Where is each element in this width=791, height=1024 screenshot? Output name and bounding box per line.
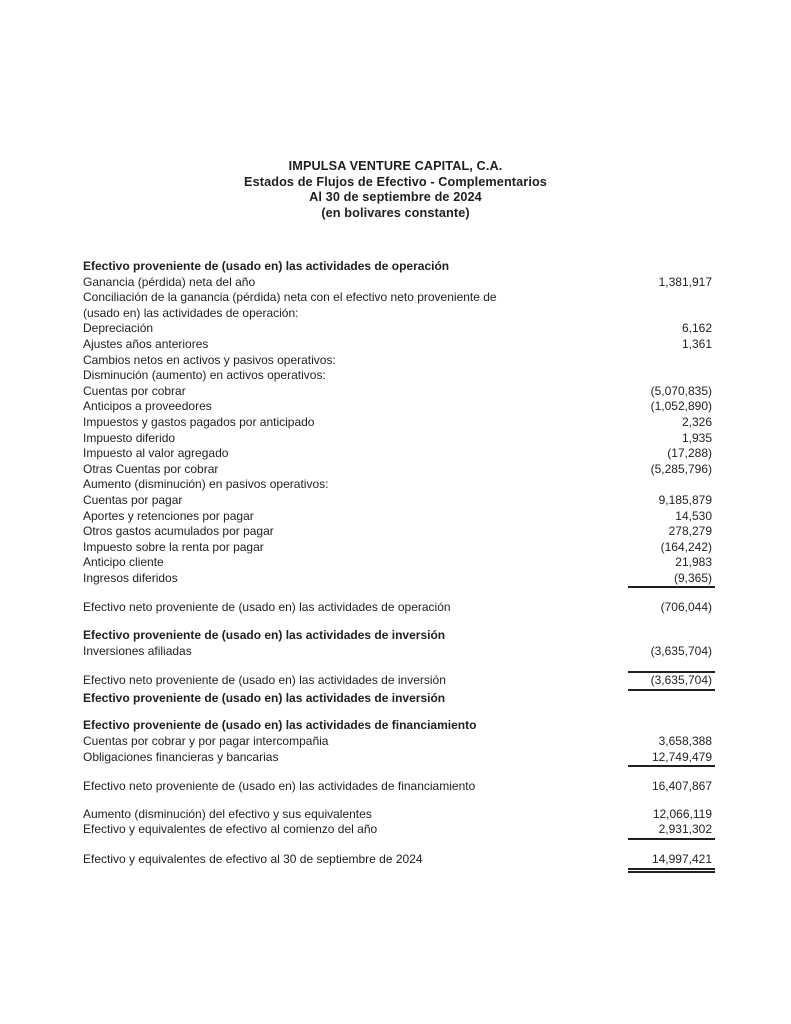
statement-row (83, 446, 715, 462)
statement-row (83, 493, 715, 509)
statement-row (83, 807, 715, 823)
statement-row (83, 540, 715, 556)
row-value: 16,407,867 (651, 779, 712, 794)
row-label: Efectivo y equivalentes de efectivo al 30 de septiembre de 2024 (83, 852, 423, 866)
currency-note: (en bolivares constante) (321, 206, 470, 221)
statement-row (83, 415, 715, 431)
row-label: Efectivo proveniente de (usado en) las actividades de inversión (83, 628, 446, 643)
statement-body (83, 259, 715, 873)
statement-row (83, 353, 715, 369)
row-value: 6,162 (681, 321, 712, 336)
row-label: Aportes y retenciones por pagar (83, 508, 254, 523)
row-value: (706,044) (660, 600, 712, 615)
statement-row (83, 259, 715, 275)
row-label: Impuestos y gastos pagados por anticipado (83, 414, 315, 429)
statement-row (83, 524, 715, 540)
statement-row (83, 384, 715, 400)
row-value: 12,066,119 (652, 806, 712, 821)
row-value: 1,381,917 (658, 274, 712, 289)
row-label: Anticipo cliente (83, 555, 164, 570)
document-header (0, 159, 791, 222)
row-value: 9,185,879 (658, 492, 712, 507)
row-value: 1,935 (681, 430, 712, 445)
row-label: Efectivo y equivalentes de efectivo al comienzo del año (83, 822, 378, 837)
row-value: 2,326 (681, 414, 712, 429)
row-value: (3,635,704) (650, 643, 712, 658)
row-label: Ajustes años anteriores (83, 336, 209, 351)
statement-row (83, 275, 715, 291)
statement-row (83, 290, 715, 306)
row-label: Inversiones afiliadas (83, 643, 192, 658)
row-label: Ingresos diferidos (83, 570, 178, 585)
statement-row (83, 600, 715, 616)
statement-row (83, 431, 715, 447)
row-label: Impuesto al valor agregado (83, 446, 229, 461)
statement-row (83, 321, 715, 337)
row-label: Otras Cuentas por cobrar (83, 461, 219, 476)
row-value: 1,361 (681, 336, 712, 351)
statement-row (83, 779, 715, 795)
row-label: Aumento (disminución) en pasivos operativos: (83, 477, 329, 492)
row-value: (5,285,796) (650, 461, 712, 476)
statement-row (83, 628, 715, 644)
row-label: Depreciación (83, 321, 154, 336)
row-value: 21,983 (675, 555, 712, 570)
row-value: 2,931,302 (628, 822, 715, 840)
row-label: Obligaciones financieras y bancarias (83, 749, 279, 764)
statement-row (83, 852, 715, 873)
row-value: (3,635,704) (628, 671, 715, 691)
row-value: 14,997,421 (628, 852, 715, 873)
row-label: Cuentas por cobrar y por pagar intercompañia (83, 734, 329, 749)
row-label: Efectivo neto proveniente de (usado en) las actividades de financiamiento (83, 779, 476, 794)
statement-row (83, 337, 715, 353)
statement-row (83, 822, 715, 840)
statement-row (83, 718, 715, 734)
row-label: Conciliación de la ganancia (pérdida) neta con el efectivo neto proveniente de (83, 290, 497, 305)
statement-row (83, 477, 715, 493)
statement-row (83, 750, 715, 768)
statement-row (83, 462, 715, 478)
row-value: (164,242) (660, 539, 712, 554)
row-label: Cambios netos en activos y pasivos operativos: (83, 352, 336, 367)
row-label: Efectivo neto proveniente de (usado en) las actividades de inversión (83, 673, 446, 688)
row-value: 3,658,388 (658, 734, 712, 749)
row-value: 14,530 (675, 508, 712, 523)
row-label: Efectivo proveniente de (usado en) las actividades de operación (83, 259, 450, 273)
row-label: Disminución (aumento) en activos operativos: (83, 368, 326, 383)
row-label: Aumento (disminución) del efectivo y sus equivalentes (83, 806, 372, 821)
statement-row (83, 691, 715, 707)
statement-title: Estados de Flujos de Efectivo - Complementarios (244, 174, 547, 189)
row-value: 278,279 (668, 524, 712, 539)
row-label: Efectivo proveniente de (usado en) las actividades de inversión (83, 690, 446, 705)
row-label: (usado en) las actividades de operación: (83, 305, 299, 320)
statement-row (83, 555, 715, 571)
statement-row (83, 644, 715, 660)
row-value: (9,365) (628, 571, 715, 589)
row-label: Cuentas por pagar (83, 492, 183, 507)
company-name: IMPULSA VENTURE CAPITAL, C.A. (288, 159, 503, 173)
statement-row (83, 368, 715, 384)
row-value: (5,070,835) (650, 383, 712, 398)
statement-row (83, 509, 715, 525)
row-label: Efectivo proveniente de (usado en) las actividades de financiamiento (83, 718, 477, 733)
row-label: Efectivo neto proveniente de (usado en) las actividades de operación (83, 600, 451, 615)
row-label: Impuesto sobre la renta por pagar (83, 539, 264, 554)
row-label: Anticipos a proveedores (83, 399, 212, 414)
statement-row (83, 734, 715, 750)
statement-row (83, 399, 715, 415)
statement-row (83, 571, 715, 589)
statement-date: Al 30 de septiembre de 2024 (309, 190, 482, 205)
row-label: Otros gastos acumulados por pagar (83, 524, 274, 539)
statement-row (83, 671, 715, 691)
statement-row (83, 306, 715, 322)
row-label: Cuentas por cobrar (83, 383, 186, 398)
row-value: 12,749,479 (628, 750, 715, 768)
row-label: Ganancia (pérdida) neta del año (83, 274, 256, 289)
row-value: (17,288) (667, 446, 712, 461)
row-label: Impuesto diferido (83, 430, 176, 445)
row-value: (1,052,890) (650, 399, 712, 414)
